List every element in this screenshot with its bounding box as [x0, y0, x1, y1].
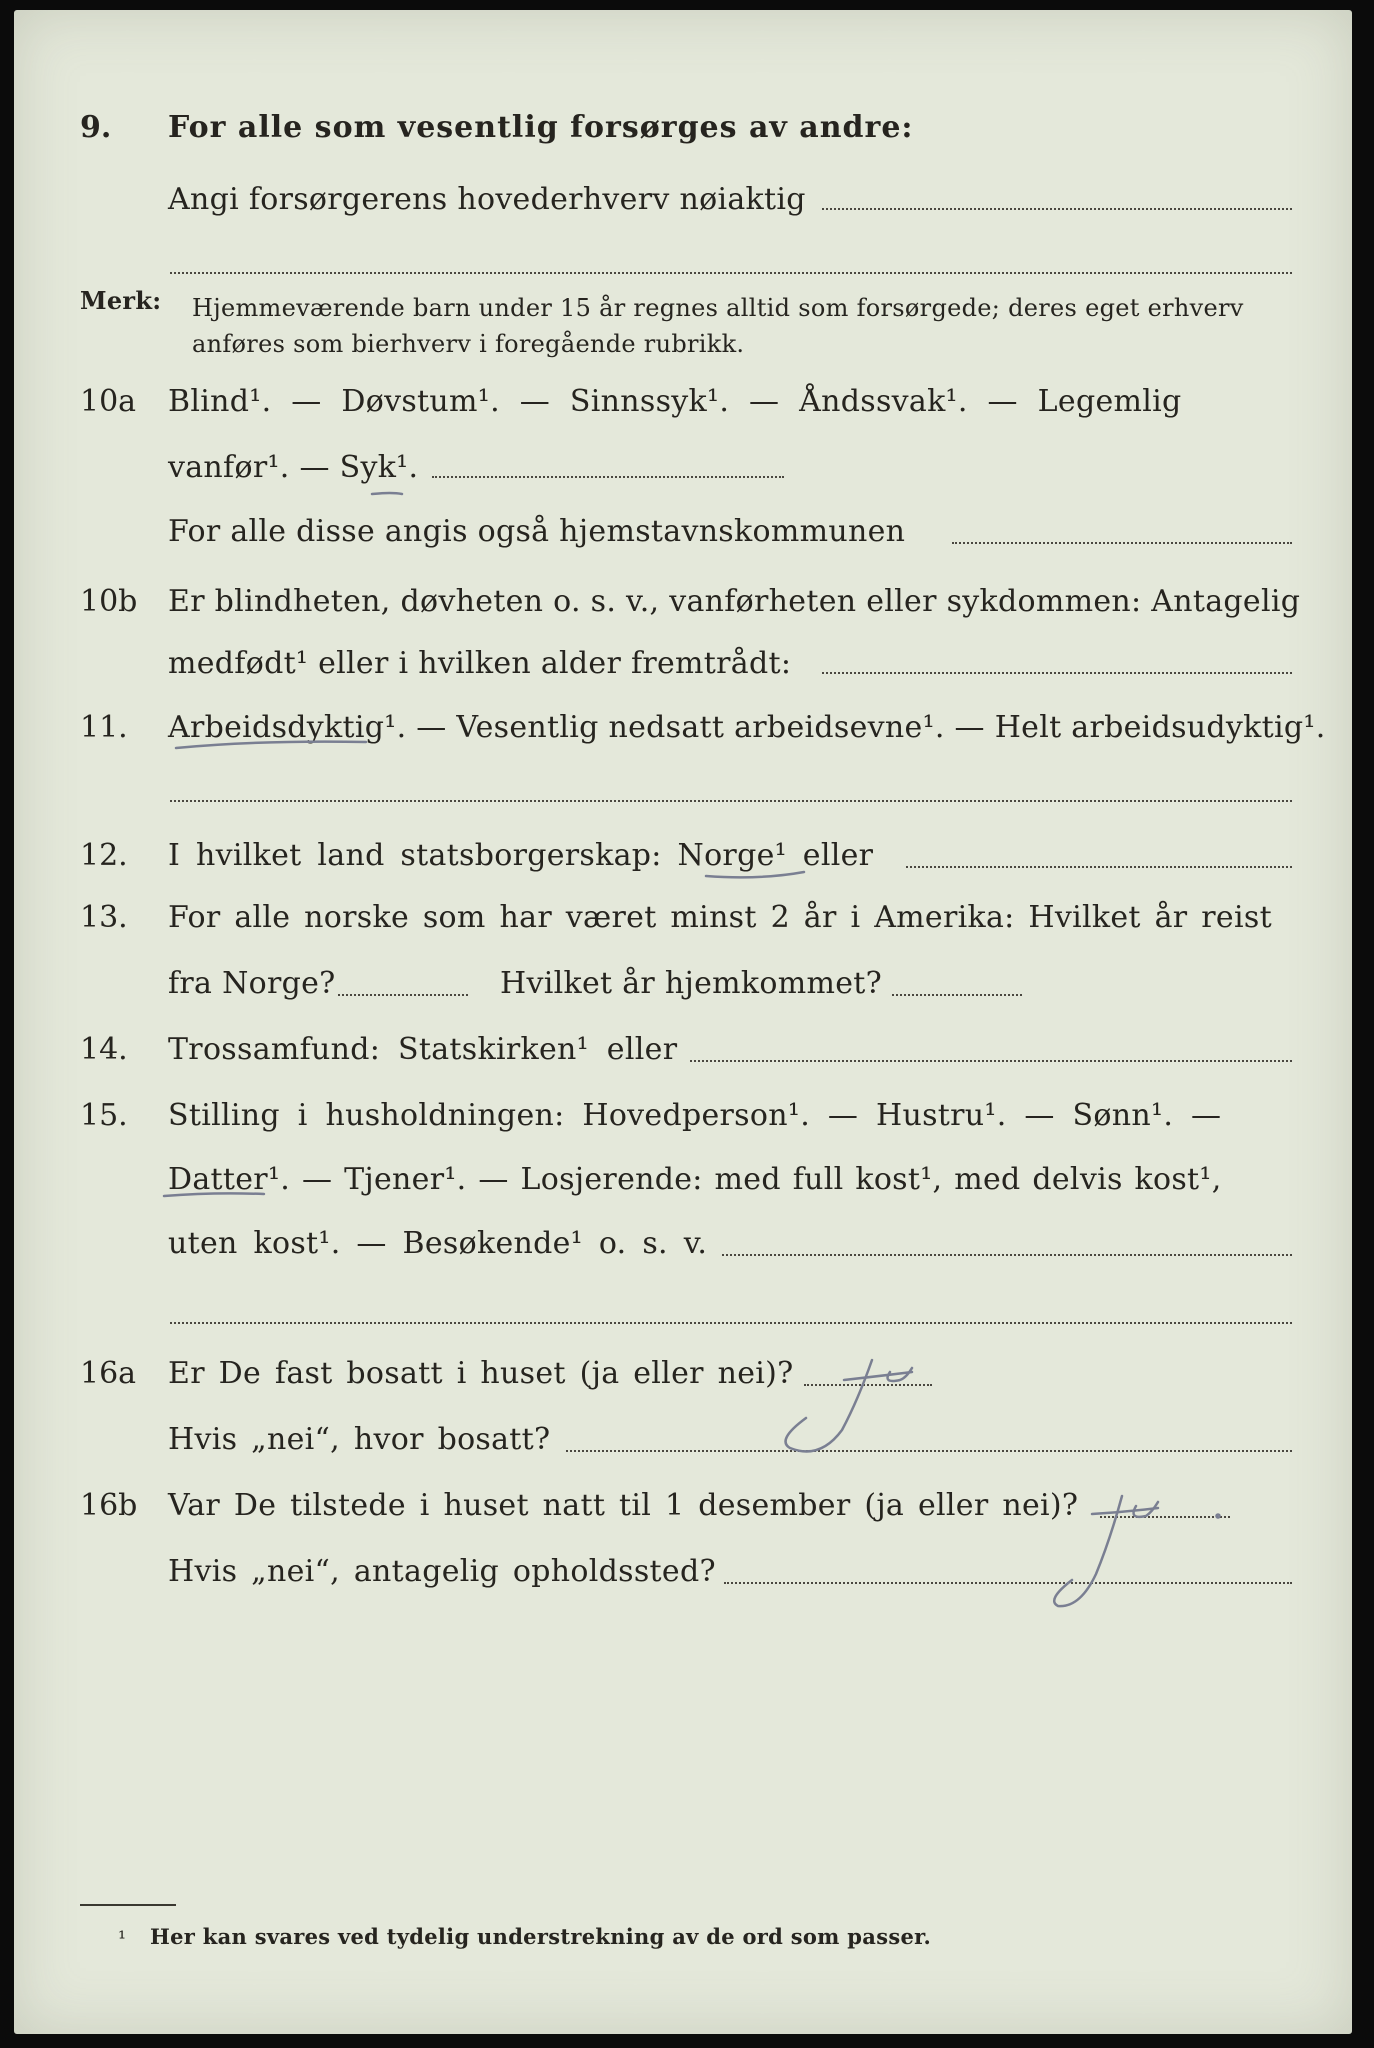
q15-number: 15. [80, 1098, 128, 1133]
q15-line-3: uten kost¹. — Besøkende¹ o. s. v. [168, 1226, 708, 1261]
q14-number: 14. [80, 1032, 128, 1067]
q16a-line-2: Hvis „nei“, hvor bosatt? [168, 1422, 551, 1457]
q10a-line-1: Blind¹. — Døvstum¹. — Sinnssyk¹. — Åndssvak¹. — Legemlig [168, 384, 1182, 419]
q10a-line-3: For alle disse angis også hjemstavnskommunen [168, 514, 906, 549]
q16b-line-1: Var De tilstede i huset natt til 1 desember (ja eller nei)? [168, 1488, 1079, 1523]
merk-line-2: anføres som bierhverv i foregående rubrikk. [192, 330, 745, 358]
footnote-mark: ¹ [118, 1926, 127, 1950]
footnote-text: Her kan svares ved tydelig understrekning av de ord som passer. [150, 1924, 932, 1949]
q10b-line-2: medfødt¹ eller i hvilken alder fremtrådt: [168, 646, 792, 681]
q14-line-1: Trossamfund: Statskirken¹ eller [168, 1032, 678, 1067]
q10b-number: 10b [80, 584, 138, 619]
q9-number: 9. [80, 110, 112, 145]
merk-label: Merk: [80, 286, 162, 315]
q16b-line-2: Hvis „nei“, antagelig opholdssted? [168, 1554, 716, 1589]
underline-arbeidsdyktig [176, 742, 366, 748]
q11-number: 11. [80, 710, 128, 745]
q16a-line-1: Er De fast bosatt i huset (ja eller nei)? [168, 1356, 794, 1391]
q16a-number: 16a [80, 1356, 137, 1391]
q10b-line-1: Er blindheten, døvheten o. s. v., vanførheten eller sykdommen: Antagelig [168, 584, 1301, 619]
q16b-number: 16b [80, 1488, 138, 1523]
answer-ja-16b-text [0, 0, 1, 1]
q10a-line-2: vanfør¹. — Syk¹. [168, 450, 419, 485]
answer-ja-16a [786, 1360, 872, 1451]
q15-line-1: Stilling i husholdningen: Hovedperson¹. — Hustru¹. — Sønn¹. — [168, 1098, 1222, 1133]
underline-syk [372, 493, 402, 494]
q12-number: 12. [80, 838, 128, 873]
q11-line-1: Arbeidsdyktig¹. — Vesentlig nedsatt arbeidsevne¹. — Helt arbeidsudyktig¹. [168, 710, 1326, 745]
q15-line-2: Datter¹. — Tjener¹. — Losjerende: med full kost¹, med delvis kost¹, [168, 1162, 1222, 1197]
underline-datter [164, 1193, 264, 1196]
q13-line-2b: Hvilket år hjemkommet? [500, 966, 883, 1001]
q13-number: 13. [80, 900, 128, 935]
q12-line-1: I hvilket land statsborgerskap: Norge¹ eller [168, 838, 874, 873]
q10a-number: 10a [80, 384, 137, 419]
q9-title: For alle som vesentlig forsørges av andre: [168, 110, 914, 145]
q13-line-1: For alle norske som har været minst 2 år i Amerika: Hvilket år reist [168, 900, 1272, 935]
underline-norge [706, 872, 804, 877]
q13-line-2a: fra Norge? [168, 966, 336, 1001]
merk-line-1: Hjemmeværende barn under 15 år regnes alltid som forsørgede; deres eget erhverv [192, 294, 1244, 322]
q9-line: Angi forsørgerens hovederhverv nøiaktig [168, 182, 806, 217]
